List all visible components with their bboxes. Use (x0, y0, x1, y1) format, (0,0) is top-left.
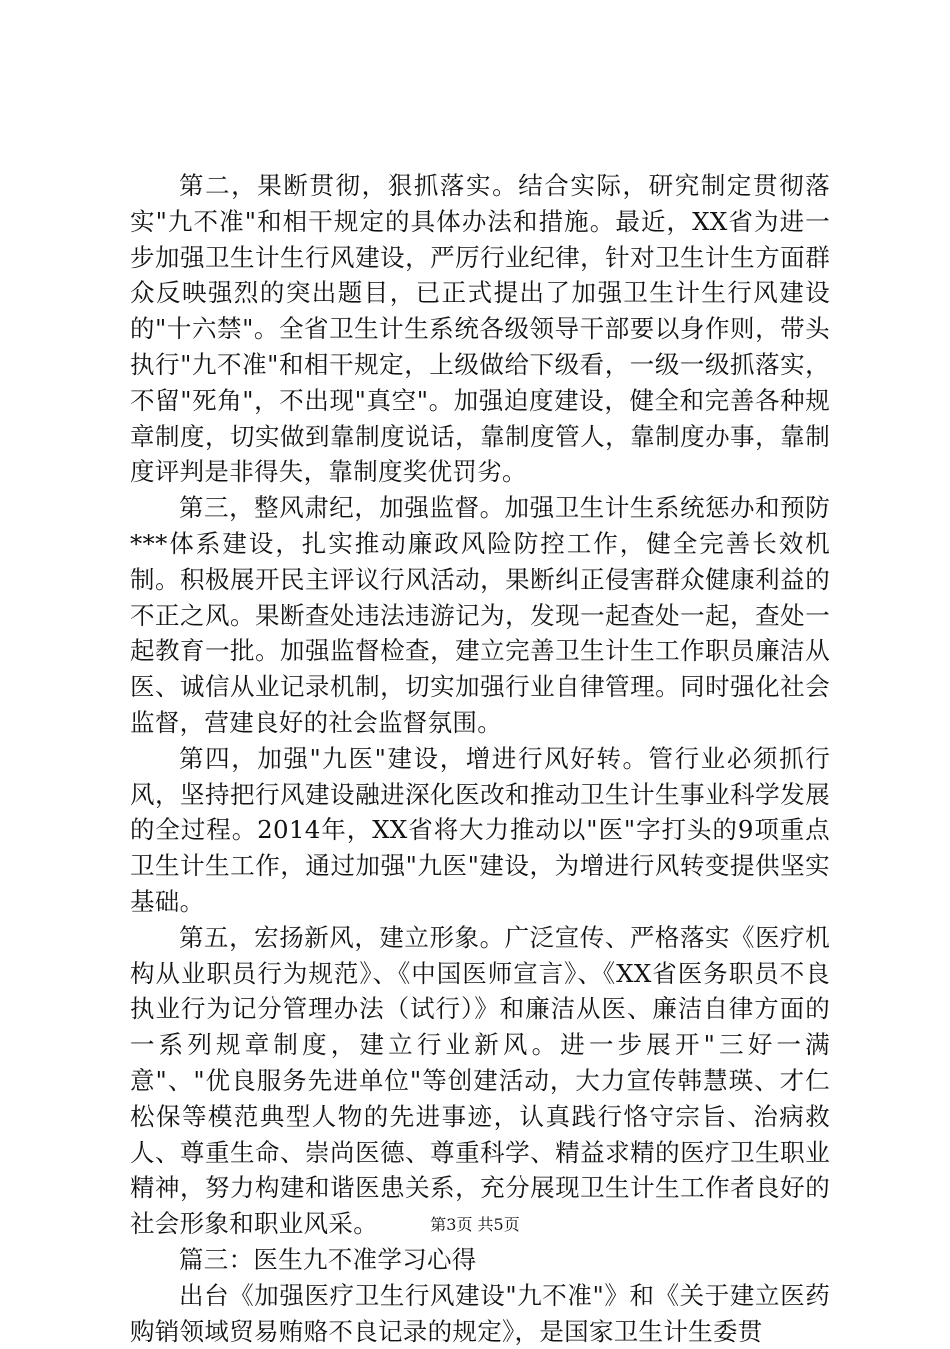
document-body (130, 168, 830, 1349)
page-number-footer: 第3页 共5页 (430, 1215, 520, 1234)
paragraph-fifth-point: 第五，宏扬新风，建立形象。广泛宣传、严格落实《医疗机构从业职员行为规范》、《中国医师宣言》、《XX省医务职员不良执业行为记分管理办法（试行）》和廉洁从医、廉洁自律方面的一系列规章制度，建立行业新风。进一步展开"三好一满意"、"优良服务先进单位"等创建活动，大力宣传韩慧瑛、才仁松保等模范典型人物的先进事迹，认真践行恪守宗旨、治病救人、尊重生命、崇尚医德、尊重科学、精益求精的医疗卫生职业精神，努力构建和谐医患关系，充分展现卫生计生工作者良好的社会形象和职业风采。 (130, 922, 830, 1239)
paragraph-second-point: 第二，果断贯彻，狠抓落实。结合实际，研究制定贯彻落实"九不准"和相干规定的具体办法和措施。最近，XX省为进一步加强卫生计生行风建设，严厉行业纪律，针对卫生计生方面群众反映强烈的突出题目，已正式提出了加强卫生计生行风建设的"十六禁"。全省卫生计生系统各级领导干部要以身作则，带头执行"九不准"和相干规定，上级做给下级看，一级一级抓落实，不留"死角"，不出现"真空"。加强迫度建设，健全和完善各种规章制度，切实做到靠制度说话，靠制度管人，靠制度办事，靠制度评判是非得失，靠制度奖优罚劣。 (130, 171, 830, 487)
section-heading: 篇三：医生九不准学习心得 (179, 1244, 477, 1274)
paragraph-fourth-point: 第四，加强"九医"建设，增进行风好转。管行业必须抓行风，坚持把行风建设融进深化医改和推动卫生计生事业科学发展的全过程。2014年，XX省将大力推动以"医"字打头的9项重点卫生计生工作，通过加强"九医"建设，为增进行风转变提供坚实基础。 (130, 743, 830, 916)
paragraph-section-three-intro: 出台《加强医疗卫生行风建设"九不准"》和《关于建立医药购销领域贸易贿赂不良记录的规定》，是国家卫生计生委贯 (130, 1280, 830, 1346)
paragraph-third-point: 第三，整风肃纪，加强监督。加强卫生计生系统惩办和预防***体系建设，扎实推动廉政风险防控工作，健全完善长效机制。积极展开民主评议行风活动，果断纠正侵害群众健康利益的不正之风。果断查处违法违游记为，发现一起查处一起，查处一起教育一批。加强监督检查，建立完善卫生计生工作职员廉洁从医、诚信从业记录机制，切实加强行业自律管理。同时强化社会监督，营建良好的社会监督氛围。 (130, 493, 830, 737)
